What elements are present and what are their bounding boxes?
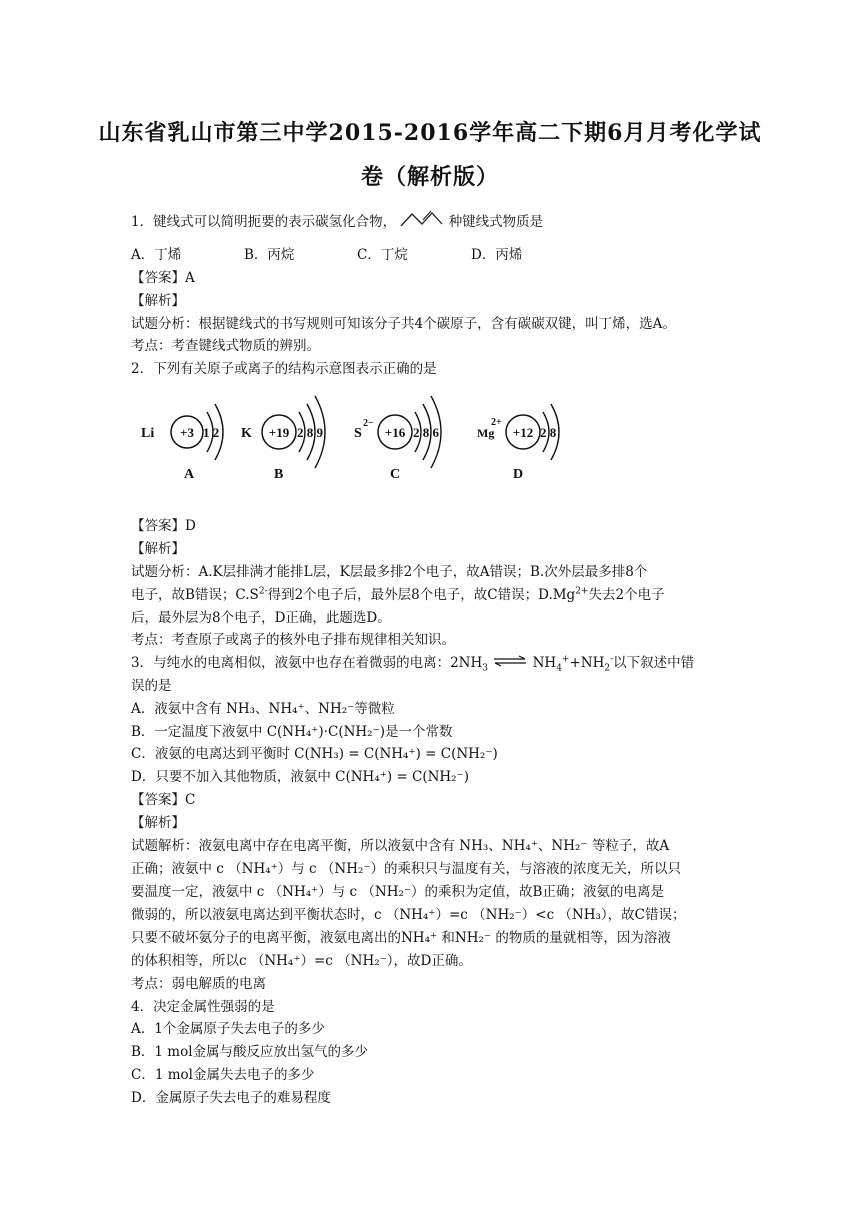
q3-point: 考点：弱电解质的电离 bbox=[131, 976, 266, 992]
q3-stem-b: NH bbox=[532, 655, 557, 671]
q1-answer: 【答案】A bbox=[131, 270, 195, 286]
q2-analysis-line2-b: 得到2个电子后，最外层8个电子，故C错误；D.Mg bbox=[267, 587, 576, 603]
diagram-c-nucleus-charge: +16 bbox=[384, 425, 406, 440]
q3-option-b: B．一定温度下液氨中 C(NH₄⁺)·C(NH₂⁻)是一个常数 bbox=[131, 724, 453, 740]
q3-analysis-line2: 正确；液氨中 c （NH₄⁺）与 c （NH₂⁻）的乘积只与温度有关，与溶液的浓度无关，所以只 bbox=[131, 861, 682, 877]
diagram-a-nucleus-charge: +3 bbox=[180, 425, 194, 440]
q2-analysis-line2: 电子，故B错误；$C.S^{2-}$得到2个电子后，最外层8个电子，故C错误；$D.Mg^{2+}$失去2个电子 bbox=[131, 586, 665, 603]
q1-analysis-head: 【解析】 bbox=[131, 293, 185, 309]
diagram-a-label: A bbox=[184, 467, 195, 482]
diagram-d-symbol: Mg bbox=[477, 426, 495, 440]
diagram-b-symbol: K bbox=[241, 426, 252, 441]
diagram-d-nucleus-charge: +12 bbox=[512, 425, 534, 440]
diagram-c-label: C bbox=[390, 467, 401, 482]
diagram-d-ion-charge: 2+ bbox=[491, 417, 502, 428]
q2-analysis-head: 【解析】 bbox=[131, 541, 185, 557]
q3-analysis-line6: 的体积相等，所以c （NH₄⁺）=c （NH₂⁻），故D正确。 bbox=[131, 953, 472, 969]
q4-option-b: B．1 mol金属与酸反应放出氢气的多少 bbox=[131, 1044, 369, 1060]
skeletal-formula-image bbox=[400, 210, 444, 228]
q3-option-c: C．液氨的电离达到平衡时 C(NH₃) = C(NH₄⁺) = C(NH₂⁻) bbox=[131, 746, 498, 762]
diagram-c-ion-charge: 2− bbox=[363, 418, 374, 429]
q3-stem-c: +NH bbox=[569, 655, 605, 671]
q2-analysis-line1: 试题分析：A.K层排满才能排L层，K层最多排2个电子，故A错误；B.次外层最多排8个 bbox=[131, 564, 648, 580]
q1-stem-text-b: 种键线式物质是 bbox=[448, 214, 544, 230]
diagram-a-shells: 1 2 bbox=[203, 425, 220, 440]
q1-options bbox=[131, 243, 740, 263]
q3-stem-line2: 误的是 bbox=[131, 678, 172, 694]
q4-stem: 4．决定金属性强弱的是 bbox=[131, 999, 275, 1015]
q1-stem-text-a: 1．键线式可以简明扼要的表示碳氢化合物， bbox=[131, 214, 397, 230]
q1-option-d: D．丙烯 bbox=[471, 247, 523, 263]
q2-analysis-line2-a: 电子，故B错误；C.S bbox=[131, 587, 259, 603]
q2-analysis-line3: 后，最外层为8个电子，D正确，此题选D。 bbox=[131, 610, 391, 626]
q4-option-a: A．1个金属原子失去电子的多少 bbox=[131, 1021, 325, 1037]
q3-stem-d: 以下叙述中错 bbox=[613, 655, 695, 671]
diagram-c-symbol: S bbox=[354, 426, 362, 441]
q2-point: 考点：考查原子或离子的核外电子排布规律相关知识。 bbox=[131, 632, 455, 648]
doc-title-line2: 卷（解析版） bbox=[360, 164, 499, 190]
diagram-b-nucleus-charge: +19 bbox=[268, 425, 290, 440]
doc-title-line1: 山东省乳山市第三中学2015-2016学年高二下期6月月考化学试 bbox=[98, 120, 762, 146]
q3-stem-a: 3．与纯水的电离相似，液氨中也存在着微弱的电离：2NH bbox=[131, 655, 483, 671]
q3-option-a: A．液氨中含有 NH₃、NH₄⁺、NH₂⁻等微粒 bbox=[131, 701, 395, 717]
diagram-a-symbol: Li bbox=[141, 426, 155, 441]
q4-option-d: D．金属原子失去电子的难易程度 bbox=[131, 1090, 331, 1106]
q3-stem-line1: 3．与纯水的电离相似，液氨中也存在着微弱的电离：$2NH_3$ $NH_4^++NH_2^-$以下叙述中错 bbox=[131, 654, 695, 674]
q1-option-a: A．丁烯 bbox=[131, 247, 182, 263]
q3-analysis-line5: 只要不破坏氨分子的电离平衡，液氨电离出的NH₄⁺ 和NH₂⁻ 的物质的量就相等，因为溶液 bbox=[131, 930, 671, 946]
q2-analysis-line2-c: 失去2个电子 bbox=[588, 587, 665, 603]
q1-point: 考点：考查键线式物质的辨别。 bbox=[131, 338, 320, 354]
q1-analysis: 试题分析：根据键线式的书写规则可知该分子共4个碳原子，含有碳碳双键，叫丁烯，选A。 bbox=[131, 316, 676, 332]
q3-analysis-line4: 微弱的，所以液氨电离达到平衡状态时，c （NH₄⁺）=c （NH₂⁻）<c （NH₃），故C错误； bbox=[131, 907, 686, 923]
q3-analysis-line1: 试题解析：液氨电离中存在电离平衡，所以液氨中含有 NH₃、NH₄⁺、NH₂⁻ 等粒子，故A bbox=[131, 838, 670, 854]
q3-analysis-head: 【解析】 bbox=[131, 815, 185, 831]
q3-option-d: D．只要不加入其他物质，液氨中 C(NH₄⁺) = C(NH₂⁻) bbox=[131, 769, 469, 785]
q1-option-b: B．丙烷 bbox=[244, 247, 295, 263]
q3-analysis-line3: 要温度一定，液氨中 c （NH₄⁺）与 c （NH₂⁻）的乘积为定值，故B正确；液氨的电离是 bbox=[131, 884, 664, 900]
q2-answer: 【答案】D bbox=[131, 518, 196, 534]
q1-option-c: C．丁烷 bbox=[357, 247, 408, 263]
diagram-b-shells: 2 8 9 bbox=[297, 425, 323, 440]
equilibrium-arrow-icon bbox=[492, 655, 528, 667]
q1-stem bbox=[131, 210, 740, 230]
q2-stem: 2．下列有关原子或离子的结构示意图表示正确的是 bbox=[131, 361, 437, 377]
diagram-b-label: B bbox=[274, 467, 284, 482]
diagram-d-shells: 2 8 bbox=[540, 425, 557, 440]
q3-answer: 【答案】C bbox=[131, 792, 196, 808]
q4-option-c: C．1 mol金属失去电子的多少 bbox=[131, 1067, 315, 1083]
diagram-c-shells: 2 8 6 bbox=[413, 425, 439, 440]
atomic-structure-diagrams bbox=[131, 392, 611, 492]
diagram-d-label: D bbox=[513, 467, 524, 482]
